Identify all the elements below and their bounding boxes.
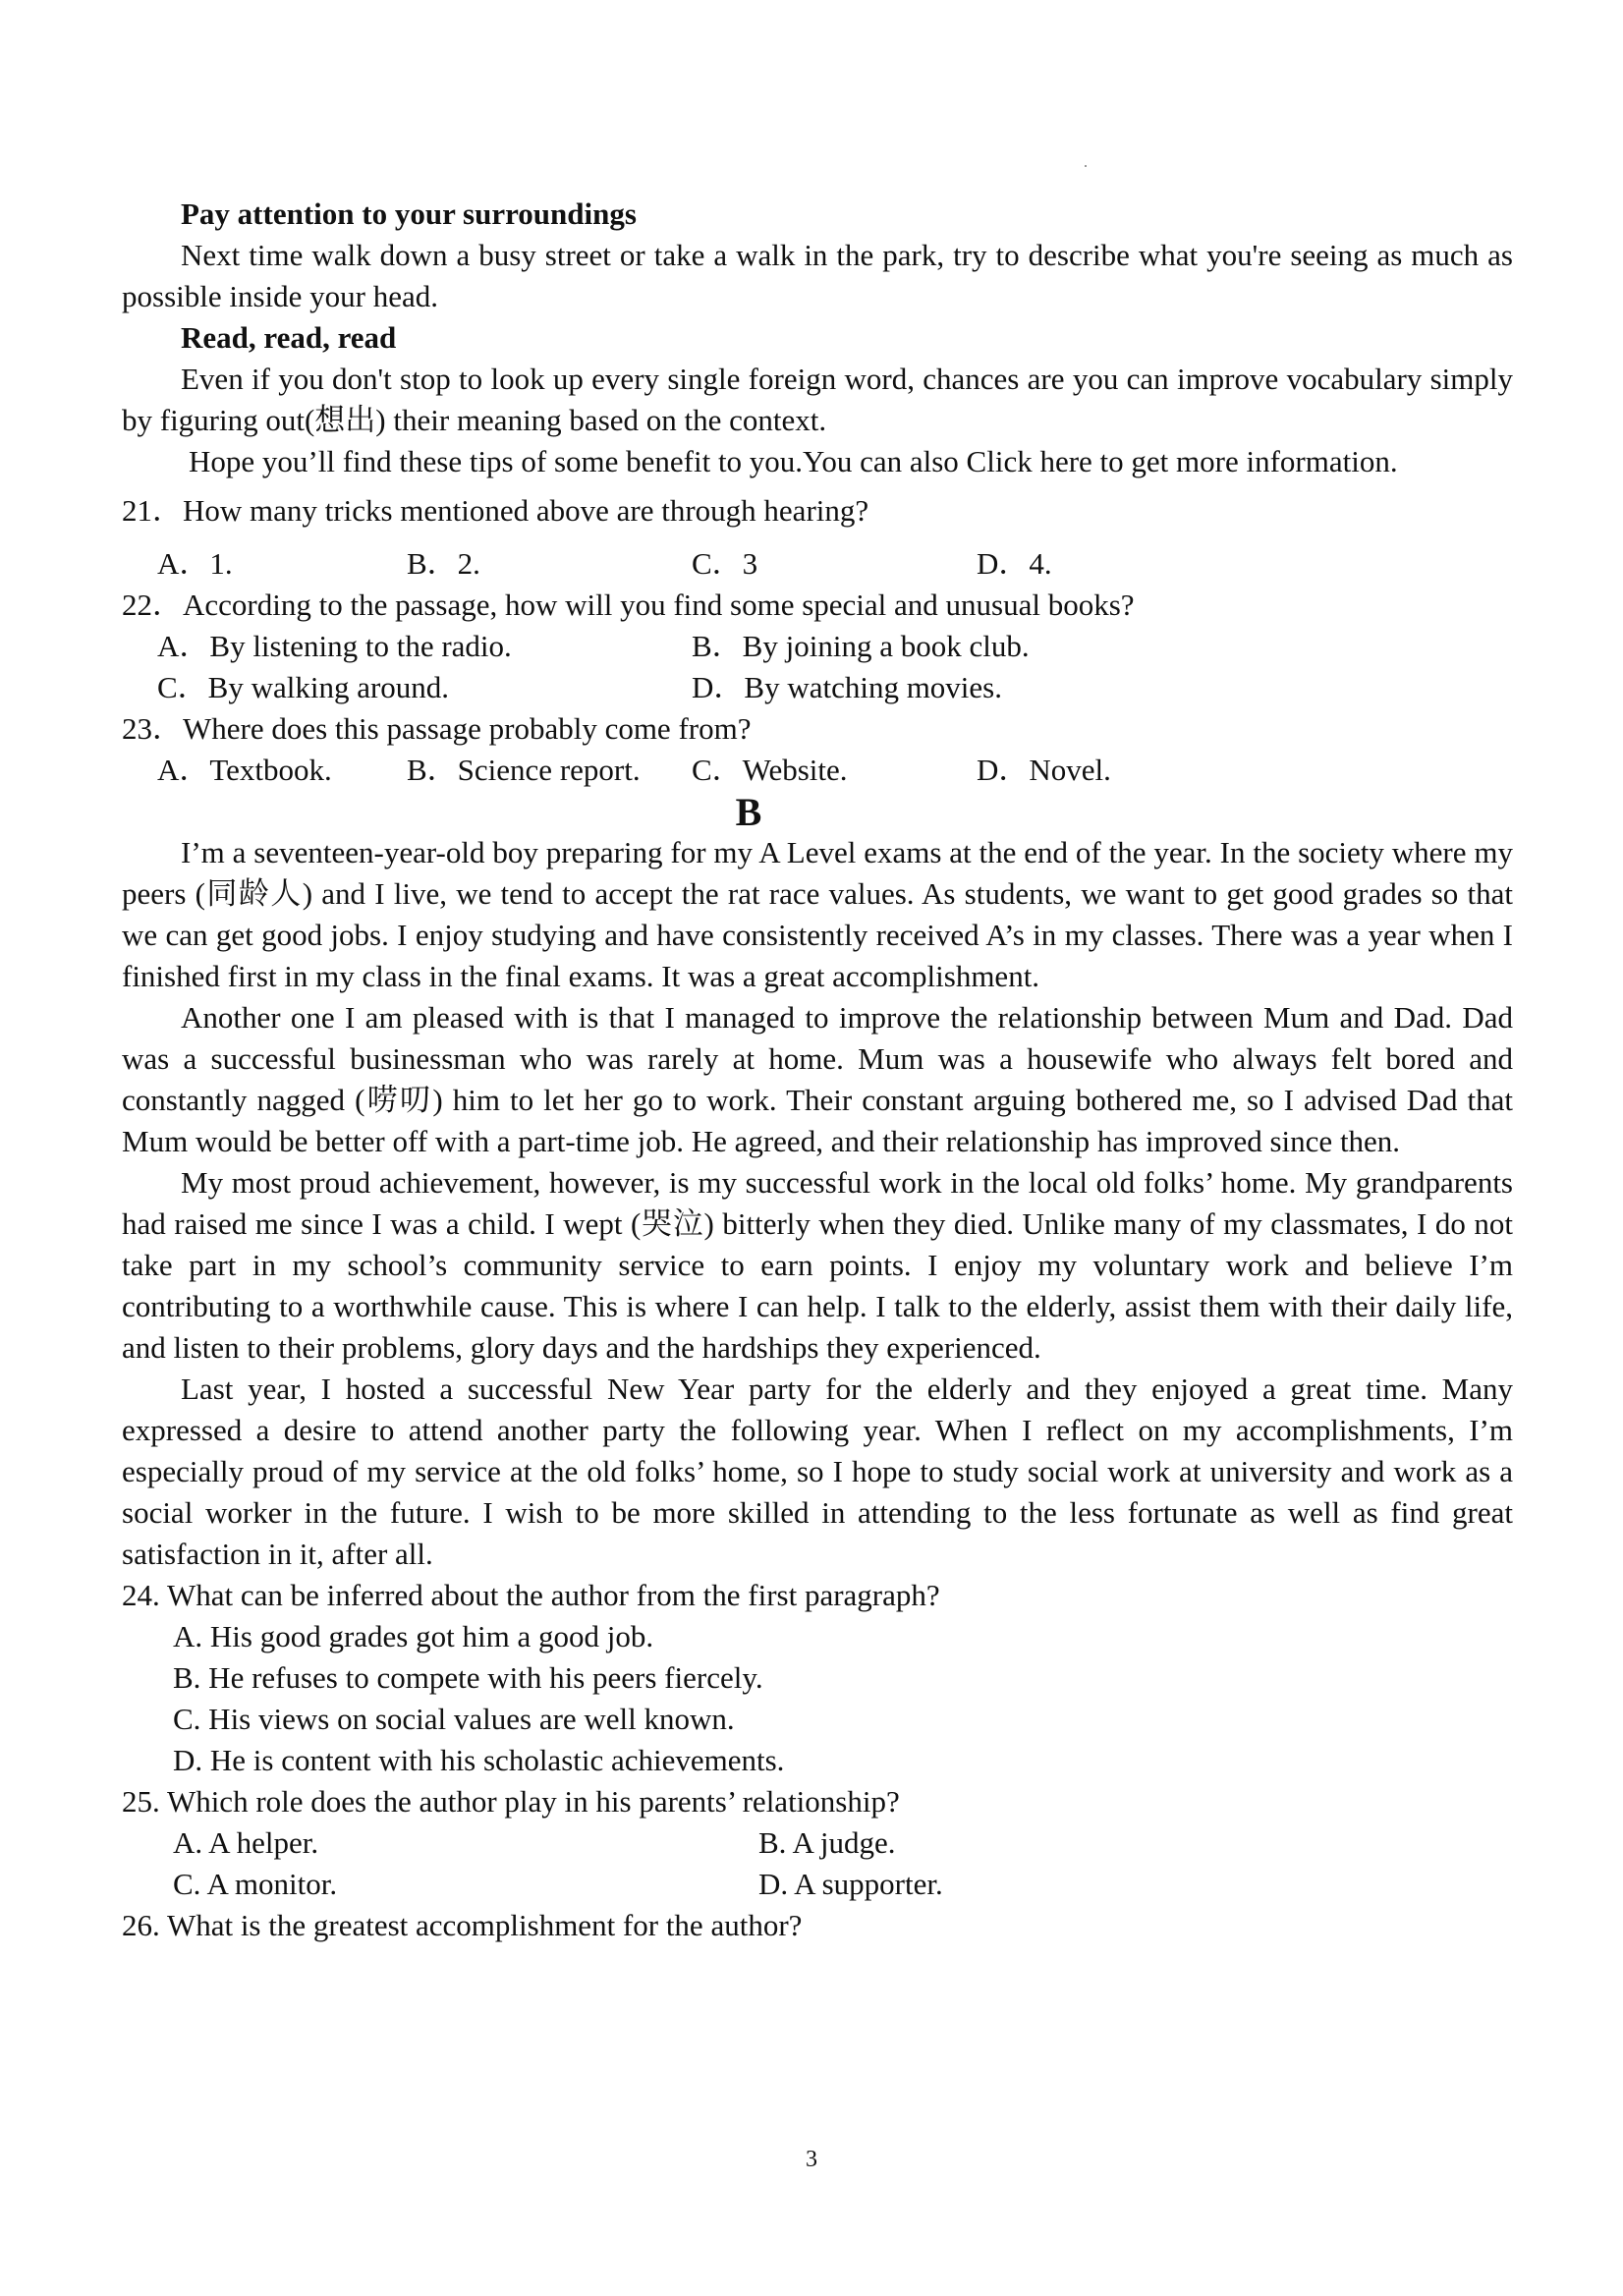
tip-text: Next time walk down a busy street or take a walk in the park, try to describe what you're seeing as much as possible inside your head. <box>122 238 1513 313</box>
question-22-options-row1 <box>122 626 1513 667</box>
section-heading: B <box>735 790 762 834</box>
speck-mark <box>1085 165 1087 167</box>
option-b: B．Science report. <box>407 753 641 787</box>
passage-paragraph: My most proud achievement, however, is my successful work in the local old folks’ home. My grandparents had raised me since I was a child. I wept (哭泣) bitterly when they died. Unlike many of my classmates, I do not take part in my school’s community service to earn points. I enjoy my voluntary work and believe I’m contributing to a worthwhile cause. This is where I can help. I talk to the elderly, assist them with their daily life, and listen to their problems, glory days and the hardships they experienced. <box>122 1165 1513 1365</box>
passage-paragraph: I’m a seventeen-year-old boy preparing for my A Level exams at the end of the year. In the society where my peers (同龄人) and I live, we tend to accept the rat race values. As students, we want to get good grades so that we can get good jobs. I enjoy studying and have consistently received A’s in my classes. There was a year when I finished first in my class in the final exams. It was a great accomplishment. <box>122 835 1513 993</box>
option-c: C. His views on social values are well known. <box>173 1702 735 1736</box>
option-a: A．By listening to the radio. <box>157 629 512 663</box>
question-22-options-row2 <box>122 667 1513 708</box>
closing-text: Hope you’ll find these tips of some benefit to you.You can also Click here to get more information. <box>189 444 1398 478</box>
question-25-options-row2 <box>122 1864 1513 1905</box>
question-24: 24. What can be inferred about the author from the first paragraph? <box>122 1578 940 1612</box>
question-26: 26. What is the greatest accomplishment for the author? <box>122 1908 803 1942</box>
page-content <box>122 194 1513 1946</box>
option-b: B. A judge. <box>758 1825 896 1860</box>
tip-heading: Pay attention to your surroundings <box>181 196 637 231</box>
question-25-options-row1 <box>122 1822 1513 1864</box>
question-22: 22．According to the passage, how will you find some special and unusual books? <box>122 588 1135 622</box>
option-c: C．By walking around. <box>157 670 450 704</box>
tip-heading: Read, read, read <box>181 320 397 355</box>
option-c: C．3 <box>692 546 758 581</box>
option-b: B．By joining a book club. <box>692 629 1030 663</box>
option-a: A. His good grades got him a good job. <box>173 1619 654 1653</box>
option-a: A．Textbook. <box>157 753 332 787</box>
tip-text: Even if you don't stop to look up every single foreign word, chances are you can improve vocabulary simply by figuring out(想出) their meaning based on the context. <box>122 362 1513 437</box>
option-d: D．By watching movies. <box>692 670 1002 704</box>
question-25: 25. Which role does the author play in his parents’ relationship? <box>122 1784 900 1819</box>
question-21-options <box>122 543 1513 585</box>
question-23: 23．Where does this passage probably come from? <box>122 711 752 746</box>
option-c: C. A monitor. <box>173 1867 338 1901</box>
option-d: D．Novel. <box>977 753 1111 787</box>
passage-paragraph: Last year, I hosted a successful New Year party for the elderly and they enjoyed a great time. Many expressed a desire to attend another party the following year. When I reflect on my accomplishments, I’m especially proud of my service at the old folks’ home, so I hope to study social work at university and work as a social worker in the future. I wish to be more skilled in attending to the less fortunate as well as find great satisfaction in it, after all. <box>122 1372 1513 1571</box>
option-d: D．4. <box>977 546 1052 581</box>
question-21: 21．How many tricks mentioned above are through hearing? <box>122 493 869 528</box>
option-b: B．2. <box>407 546 480 581</box>
option-a: A. A helper. <box>173 1825 319 1860</box>
option-d: D. He is content with his scholastic achievements. <box>173 1743 785 1777</box>
option-b: B. He refuses to compete with his peers fiercely. <box>173 1660 763 1695</box>
option-d: D. A supporter. <box>758 1867 943 1901</box>
option-a: A．1. <box>157 546 233 581</box>
question-23-options <box>122 750 1513 791</box>
passage-paragraph: Another one I am pleased with is that I managed to improve the relationship between Mum and Dad. Dad was a successful businessman who was rarely at home. Mum was a housewife who always felt bored and constantly nagged (唠叨) him to let her go to work. Their constant arguing bothered me, so I advised Dad that Mum would be better off with a part-time job. He agreed, and their relationship has improved since then. <box>122 1000 1513 1158</box>
page-number: 3 <box>806 2147 817 2172</box>
option-c: C．Website. <box>692 753 848 787</box>
